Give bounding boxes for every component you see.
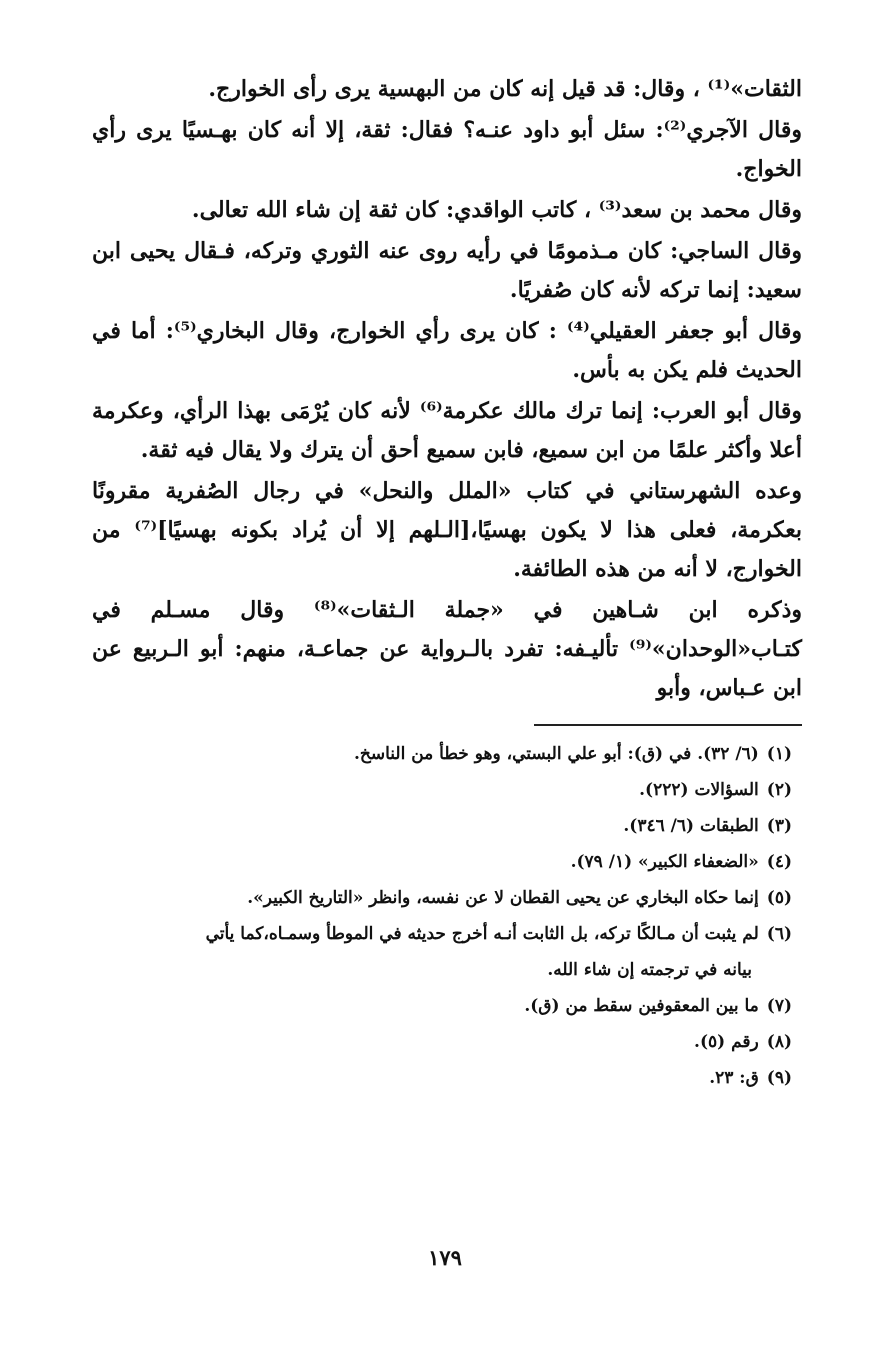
paragraph: وقال أبو جعفر العقيلي⁽⁴⁾ : كان يرى رأي الخوارج، وقال البخاري⁽⁵⁾: أما في الحديث فلم يكن به بأس. [92, 318, 802, 383]
footnote-number: (٢) [766, 780, 792, 800]
paragraph: وقال محمد بن سعد⁽³⁾ ، كاتب الواقدي: كان ثقة إن شاء الله تعالى. [191, 197, 802, 223]
footnote-number: (٥) [766, 888, 792, 908]
footnote [92, 808, 802, 844]
paragraph: وعده الشهرستاني في كتاب «الملل والنحل» في رجال الصُفرية مقرونًا بعكرمة، فعلى هذا لا يكون بهسيًا،[الـلهم إلا أن يُراد بكونه بهسيًا]⁽⁷⁾ من الخوارج، لا أنه من هذه الطائفة. [92, 478, 802, 582]
paragraph: وقال الآجري⁽²⁾: سئل أبو داود عنـه؟ فقال: ثقة، إلا أنه كان بهـسيًا يرى رأي الخواج. [92, 117, 802, 182]
footnote-text: ما بين المعقوفين سقط من (ق). [524, 996, 759, 1016]
footnote-text: إنما حكاه البخاري عن يحيى القطان لا عن نفسه، وانظر «التاريخ الكبير». [247, 888, 759, 908]
footnote-text: ق: ٢٣. [709, 1068, 759, 1088]
paragraph: وقال أبو العرب: إنما ترك مالك عكرمة⁽⁶⁾ لأنه كان يُرْمَى بهذا الرأي، وعكرمة أعلا وأكثر علمًا من ابن سميع، فابن سميع أحق أن يترك ولا يقال فيه ثقة. [92, 398, 802, 463]
footnote-number: (٣) [766, 816, 792, 836]
page-content [92, 70, 802, 1096]
footnote-number: (١) [766, 744, 792, 764]
footnote [92, 1024, 802, 1060]
footnote-text: «الضعفاء الكبير» (١/ ٧٩). [570, 852, 759, 872]
footnote [92, 772, 802, 808]
footnote-text: رقم (٥). [694, 1032, 759, 1052]
footnote-text: (٦/ ٣٢). في (ق): أبو علي البستي، وهو خطأ من الناسخ. [353, 744, 759, 764]
footnote-text: الطبقات (٦/ ٣٤٦). [623, 816, 759, 836]
footnote-number: (٤) [766, 852, 792, 872]
footnote-number: (٧) [766, 996, 792, 1016]
footnote-number: (٩) [766, 1068, 792, 1088]
footnote-number: (٦) [766, 924, 792, 944]
footnote [92, 736, 802, 772]
footnote-divider [534, 724, 802, 726]
footnote [92, 916, 802, 988]
footnote-text: السؤالات (٢٢٢). [639, 780, 759, 800]
footnote [92, 880, 802, 916]
footnotes [92, 736, 802, 1096]
footnote-text: لم يثبت أن مـالكًا تركه، بل الثابت أنـه أخرج حديثه في الموطأ وسمـاه،كما يأتي [205, 924, 759, 944]
page-number: ١٧٩ [428, 1245, 462, 1270]
footnote [92, 1060, 802, 1096]
footnote [92, 988, 802, 1024]
footnote-number: (٨) [766, 1032, 792, 1052]
footnote-continuation: بيانه في ترجمته إن شاء الله. [547, 960, 752, 980]
paragraph: وذكره ابن شـاهين في «جملة الـثقات»⁽⁸⁾ وقال مسـلم في كتـاب«الوحدان»⁽⁹⁾ تأليـفه: تفرد بالـرواية عن جماعـة، منهم: أبو الـربيع عن ابن عـباس، وأبو [92, 597, 802, 701]
paragraph: وقال الساجي: كان مـذمومًا في رأيه روى عنه الثوري وتركه، فـقال يحيى ابن سعيد: إنما تركه لأنه كان صُفريًا. [92, 238, 802, 303]
footnote [92, 844, 802, 880]
paragraph: الثقات»⁽¹⁾ ، وقال: قد قيل إنه كان من البهسية يرى رأى الخوارج. [208, 76, 802, 102]
